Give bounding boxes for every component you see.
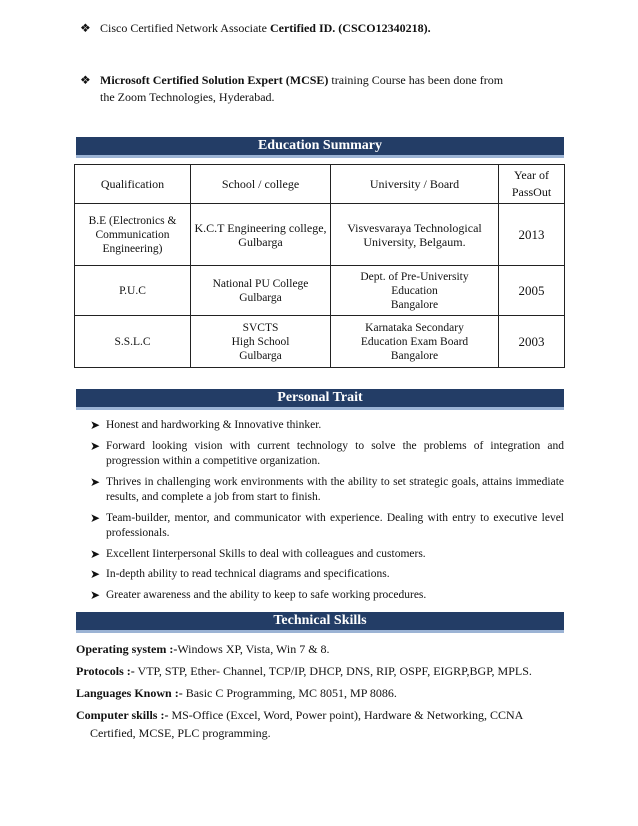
skill-protocols: Protocols :- VTP, STP, Ether- Channel, TCP/IP, DHCP, DNS, RIP, OSPF, EIGRP,BGP, MPLS. bbox=[76, 664, 532, 678]
list-item: ➤ In-depth ability to read technical diagrams and specifications. bbox=[90, 567, 390, 581]
arrow-bullet-icon: ➤ bbox=[90, 418, 101, 432]
list-item: ➤ Team-builder, mentor, and communicator with experience. Dealing with entry to executive level professionals. bbox=[90, 510, 564, 539]
cert-item-mcse bbox=[80, 72, 570, 106]
technical-skills-header: Technical Skills bbox=[76, 612, 564, 633]
diamond-bullet-icon: ❖ bbox=[80, 21, 91, 35]
header-board: University / Board bbox=[331, 165, 499, 204]
cell-school: National PU College Gulbarga bbox=[191, 266, 331, 316]
education-table bbox=[74, 164, 565, 368]
cell-board: Dept. of Pre-University Education Bangalore bbox=[331, 266, 499, 316]
arrow-bullet-icon: ➤ bbox=[90, 474, 101, 489]
cert-text: training Course has been done from bbox=[328, 73, 504, 87]
header-year: Year of PassOut bbox=[499, 165, 565, 204]
cell-school: K.C.T Engineering college, Gulbarga bbox=[191, 204, 331, 266]
cell-year: 2003 bbox=[499, 316, 565, 368]
list-item: ➤ Greater awareness and the ability to keep to safe working procedures. bbox=[90, 587, 427, 602]
cell-qualification: B.E (Electronics & Communication Engineering) bbox=[75, 204, 191, 266]
cell-year: 2013 bbox=[499, 204, 565, 266]
cert-item-ccna bbox=[80, 20, 570, 37]
arrow-bullet-icon: ➤ bbox=[90, 567, 101, 581]
header-school: School / college bbox=[191, 165, 331, 204]
cell-year: 2005 bbox=[499, 266, 565, 316]
cell-board: Visvesvaraya Technological University, Belgaum. bbox=[331, 204, 499, 266]
arrow-bullet-icon: ➤ bbox=[90, 587, 101, 602]
list-item: ➤ Forward looking vision with current technology to solve the problems of integration and progression within a competitive organization. bbox=[90, 438, 564, 467]
skill-computer: Computer skills :- MS-Office (Excel, Word, Power point), Hardware & Networking, CCNA Certified, MCSE, PLC programming. bbox=[76, 708, 524, 740]
header-qualification: Qualification bbox=[75, 165, 191, 204]
table-row bbox=[75, 204, 565, 266]
list-item: ➤ Excellent Iinterpersonal Skills to deal with colleagues and customers. bbox=[90, 546, 426, 561]
skill-languages: Languages Known :- Basic C Programming, MC 8051, MP 8086. bbox=[76, 686, 397, 700]
skill-operating-system: Operating system :-Windows XP, Vista, Win 7 & 8. bbox=[76, 642, 330, 656]
arrow-bullet-icon: ➤ bbox=[90, 546, 101, 561]
education-summary-header: Education Summary bbox=[76, 137, 564, 158]
table-row bbox=[75, 266, 565, 316]
list-item: ➤ Thrives in challenging work environments with the ability to set strategic goals, attains immediate results, and complete a job from start to finish. bbox=[90, 474, 564, 503]
arrow-bullet-icon: ➤ bbox=[90, 438, 101, 453]
technical-skills-list bbox=[76, 640, 564, 746]
cell-board: Karnataka Secondary Education Exam Board Bangalore bbox=[331, 316, 499, 368]
table-row bbox=[75, 316, 565, 368]
cert-text: Cisco Certified Network Associate bbox=[100, 21, 270, 35]
personal-trait-header: Personal Trait bbox=[76, 389, 564, 410]
cert-id: Certified ID. (CSCO12340218). bbox=[269, 21, 431, 35]
list-item: ➤ Honest and hardworking & Innovative thinker. bbox=[90, 418, 322, 432]
cert-title: Microsoft Certified Solution Expert (MCSE) bbox=[100, 73, 329, 87]
cell-qualification: P.U.C bbox=[75, 266, 191, 316]
cell-school: SVCTS High School Gulbarga bbox=[191, 316, 331, 368]
cell-qualification: S.S.L.C bbox=[75, 316, 191, 368]
cert-text-line2: the Zoom Technologies, Hyderabad. bbox=[100, 90, 275, 104]
arrow-bullet-icon: ➤ bbox=[90, 510, 101, 525]
diamond-bullet-icon: ❖ bbox=[80, 73, 91, 87]
personal-trait-list bbox=[80, 418, 564, 608]
table-header-row bbox=[75, 165, 565, 204]
